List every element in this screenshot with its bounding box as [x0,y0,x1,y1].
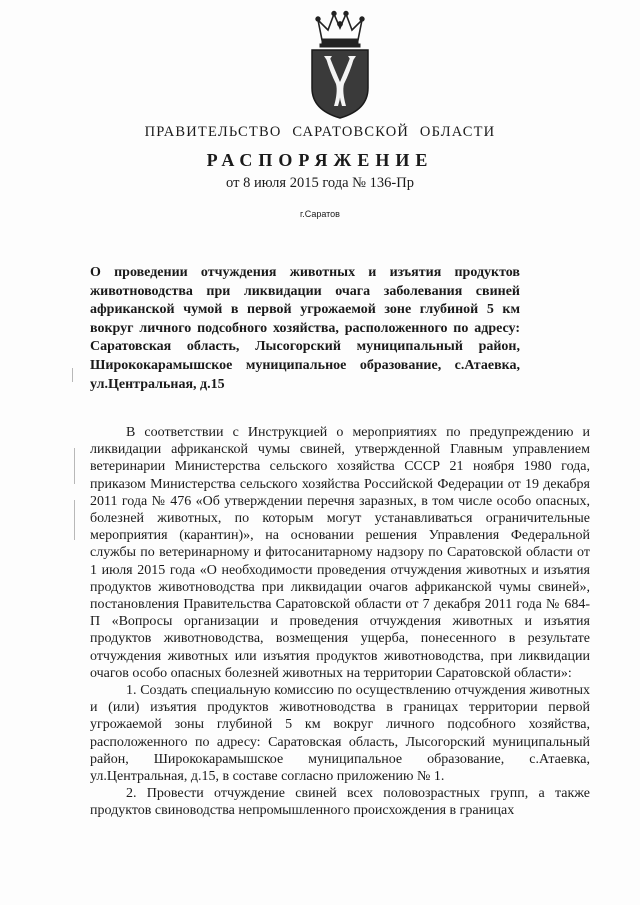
document-date-number: от 8 июля 2015 года № 136-Пр [226,175,414,191]
scan-margin-mark [72,368,73,382]
item-1-paragraph: 1. Создать специальную комиссию по осуществлению отчуждения животных и (или) изъятия продуктов животноводства в границах территории первой угрожаемой зоны глубиной 5 км вокруг личного подсобного хозяйства, расположенного по адресу: Саратовская область, Лысогорский муниципальный район, Ширококарамышское муниципальное образование, с.Атаевка, ул.Центральная, д.15, в составе согласно приложению № 1. [90,683,590,785]
coat-of-arms-icon [300,10,380,122]
scan-margin-mark [74,500,75,540]
document-body [90,424,590,820]
scan-margin-mark [74,448,75,484]
document-type: РАСПОРЯЖЕНИЕ [206,150,434,170]
document-heading: О проведении отчуждения животных и изъятия продуктов животноводства при ликвидации очага заболевания свиней африканской чумой в первой угрожаемой зоне глубиной 5 км вокруг личного подсобного хозяйства, расположенного по адресу: Саратовская область, Лысогорский муниципальный район, Ширококарамышское муниципальное образование, с.Атаевка, ул.Центральная, д.15 [90,265,520,392]
document-place: г.Саратов [300,209,340,219]
government-title: ПРАВИТЕЛЬСТВО САРАТОВСКОЙ ОБЛАСТИ [144,124,496,140]
item-2-paragraph: 2. Провести отчуждение свиней всех половозрастных групп, а также продуктов свиноводства непромышленного происхождения в границах [90,786,590,819]
preamble-paragraph: В соответствии с Инструкцией о мероприятиях по предупреждению и ликвидации африканской чумы свиней, утвержденной Главным управлением ветеринарии Министерства сельского хозяйства СССР 21 ноября 1980 года, приказом Министерства сельского хозяйства Российской Федерации от 19 декабря 2011 года № 476 «Об утверждении перечня заразных, в том числе особо опасных, болезней животных, по которым могут устанавливаться ограничительные мероприятия (карантин)», на основании решения Управления Федеральной службы по ветеринарному и фитосанитарному надзору по Саратовской области от 1 июля 2015 года «О необходимости проведения отчуждения животных и изъятия продуктов животноводства при ликвидации очагов африканской чумы свиней», постановления Правительства Саратовской области от 7 декабря 2011 года № 684-П «Вопросы организации и проведения отчуждения животных и изъятия продуктов животноводства, возмещения ущерба, понесенного в результате отчуждения животных или изъятия продуктов животноводства, при ликвидации очагов особо опасных болезней животных на территории Саратовской области»: [90,425,590,681]
